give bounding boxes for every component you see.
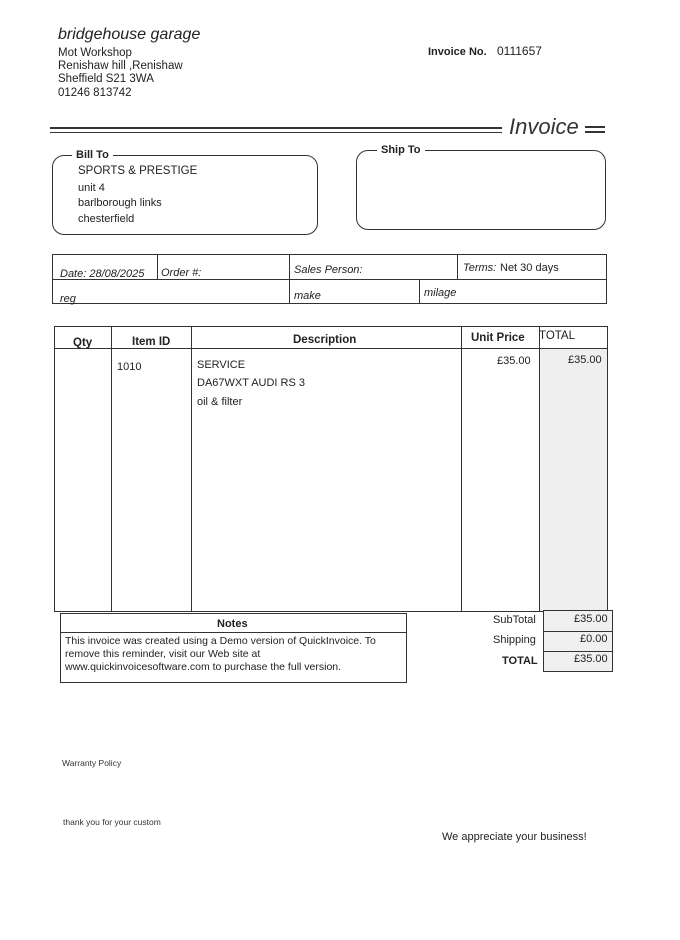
- unit-price-cell: £35.00: [497, 355, 531, 367]
- notes-label: Notes: [217, 618, 248, 630]
- notes-text: This invoice was created using a Demo version of QuickInvoice. To remove this reminder, visit our Web site at www.quickinvoicesoftware.com to purchase the full version.: [65, 635, 376, 673]
- header-rule: [50, 127, 502, 129]
- appreciation-message: We appreciate your business!: [442, 831, 587, 843]
- grand-total-value: £35.00: [574, 653, 608, 665]
- title-rule: [585, 131, 605, 133]
- bill-to-line: unit 4: [78, 182, 105, 194]
- sales-person-label: Sales Person:: [294, 264, 363, 276]
- terms-label: Terms:: [463, 262, 497, 274]
- header-rule: [50, 132, 502, 133]
- date-field: Date: 28/08/2025: [60, 268, 145, 280]
- grand-total-label: TOTAL: [502, 655, 538, 667]
- company-address-line: Renishaw hill ,Renishaw: [58, 60, 183, 72]
- invoice-title: Invoice: [509, 114, 579, 139]
- ship-to-box: [356, 150, 606, 230]
- description-line: DA67WXT AUDI RS 3: [197, 377, 305, 389]
- bill-to-label: Bill To: [72, 149, 113, 161]
- item-id-header: Item ID: [132, 336, 171, 348]
- description-line: oil & filter: [197, 396, 243, 408]
- item-id-cell: 1010: [117, 361, 142, 373]
- description-header: Description: [293, 334, 357, 346]
- terms-value: Net 30 days: [500, 262, 559, 274]
- order-number-label: Order #:: [161, 267, 202, 279]
- total-header: TOTAL: [539, 330, 575, 342]
- subtotal-value: £35.00: [574, 613, 608, 625]
- company-address-line: Sheffield S21 3WA: [58, 73, 154, 85]
- shipping-label: Shipping: [493, 634, 536, 646]
- unit-price-header: Unit Price: [471, 332, 525, 344]
- bill-to-line: chesterfield: [78, 213, 135, 225]
- shipping-value: £0.00: [580, 633, 608, 645]
- title-rule: [585, 126, 605, 128]
- thank-you-note: thank you for your custom: [63, 817, 161, 827]
- company-name: bridgehouse garage: [58, 26, 201, 43]
- ship-to-label: Ship To: [377, 144, 425, 156]
- invoice-number-label: Invoice No.: [428, 46, 487, 58]
- invoice-number-value: 0111657: [497, 44, 542, 58]
- company-phone: 01246 813742: [58, 87, 132, 99]
- subtotal-label: SubTotal: [493, 614, 536, 626]
- warranty-policy: Warranty Policy: [62, 758, 122, 768]
- qty-header: Qty: [73, 337, 93, 349]
- total-cell: £35.00: [568, 354, 602, 366]
- description-line: SERVICE: [197, 359, 246, 371]
- reg-label: reg: [60, 293, 76, 305]
- bill-to-line: SPORTS & PRESTIGE: [78, 165, 198, 177]
- bill-to-line: barlborough links: [78, 197, 162, 209]
- milage-label: milage: [424, 287, 457, 299]
- company-tagline: Mot Workshop: [58, 47, 132, 59]
- make-label: make: [294, 290, 321, 302]
